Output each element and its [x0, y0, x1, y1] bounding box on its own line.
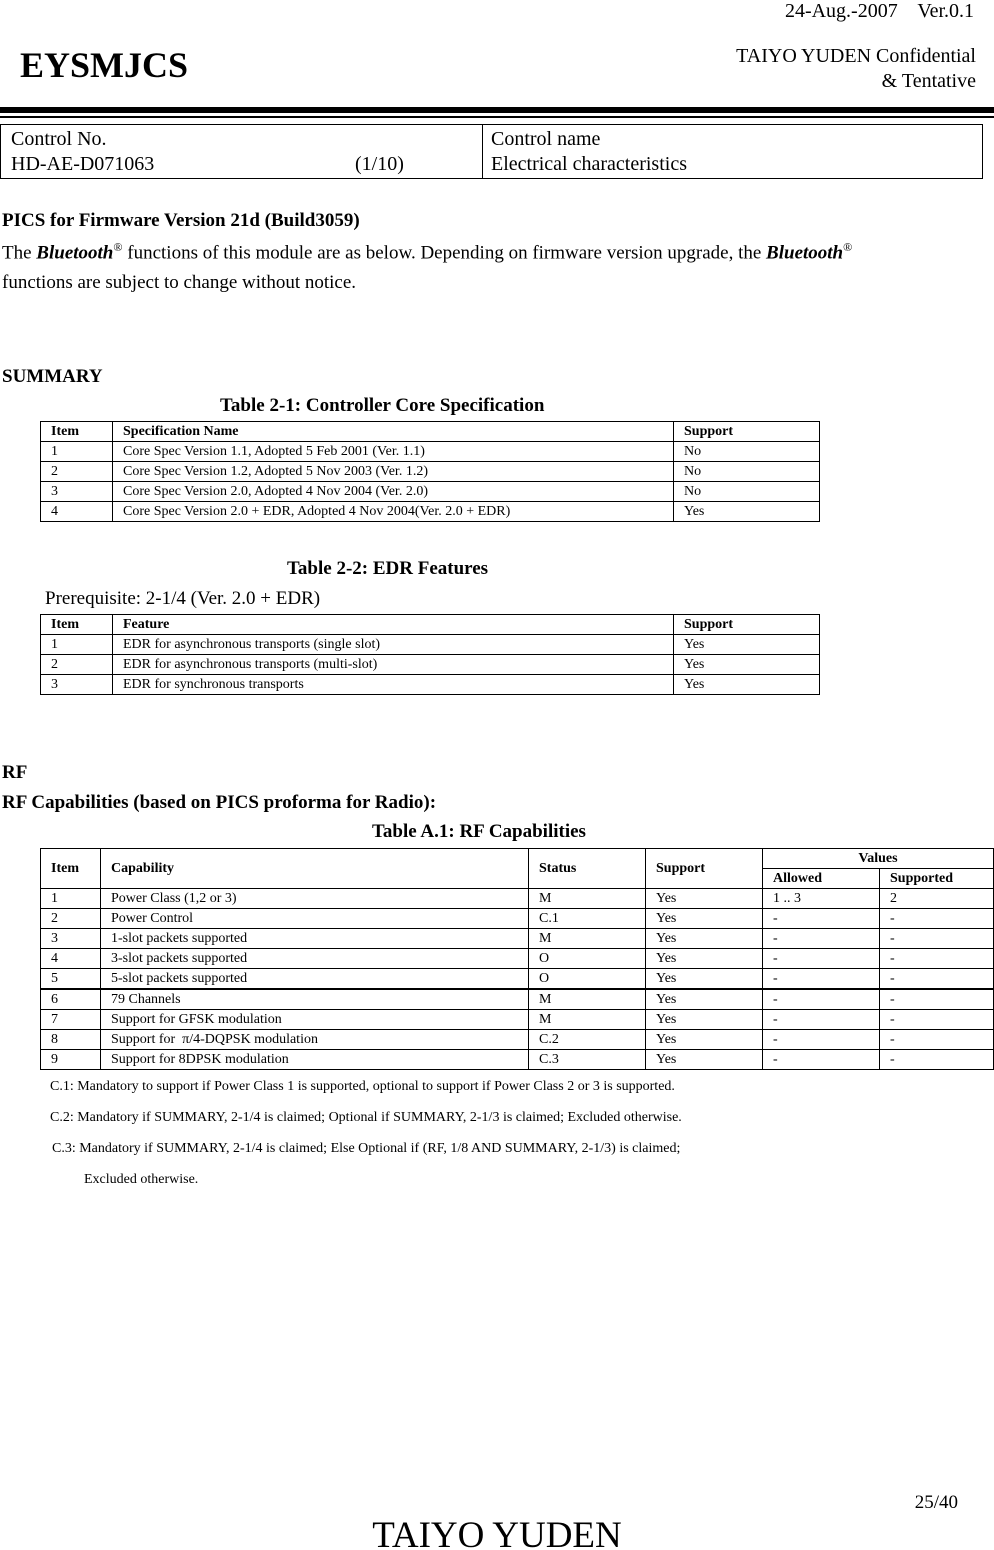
- cell: No: [674, 482, 820, 502]
- cell: Support for 8DPSK modulation: [101, 1050, 529, 1070]
- page-number: 25/40: [914, 1492, 958, 1513]
- cell: 4: [41, 502, 113, 522]
- control-no-value: HD-AE-D071063: [11, 153, 155, 175]
- cell: Support for GFSK modulation: [101, 1010, 529, 1030]
- note-c2: C.2: Mandatory if SUMMARY, 2-1/4 is claimed; Optional if SUMMARY, 2-1/3 is claimed; Excluded otherwise.: [50, 1110, 682, 1125]
- header-rule-thin: [0, 116, 994, 118]
- cell: -: [763, 949, 880, 969]
- cell: 2: [41, 655, 113, 675]
- cell: 8: [41, 1030, 101, 1050]
- brand-name: Bluetooth: [766, 242, 844, 264]
- intro-paragraph: [2, 240, 992, 264]
- cell: EDR for asynchronous transports (single slot): [113, 635, 674, 655]
- cell: -: [763, 909, 880, 929]
- header-rule: [0, 107, 994, 113]
- table-row: [41, 929, 994, 949]
- cell: Yes: [646, 949, 763, 969]
- cell: 4: [41, 949, 101, 969]
- table-row: [41, 635, 820, 655]
- cell: -: [763, 1030, 880, 1050]
- prerequisite: Prerequisite: 2-1/4 (Ver. 2.0 + EDR): [45, 588, 321, 609]
- core-spec-table: [40, 421, 820, 522]
- table-row: [41, 675, 820, 695]
- rf-capabilities-table: [40, 848, 994, 1070]
- col-header: Supported: [880, 869, 994, 889]
- confidential-line2: & Tentative: [881, 70, 976, 92]
- cell: Power Class (1,2 or 3): [101, 889, 529, 909]
- cell: 3: [41, 675, 113, 695]
- cell: -: [880, 909, 994, 929]
- cell: Yes: [646, 969, 763, 990]
- cell: Yes: [646, 989, 763, 1010]
- cell: C.3: [529, 1050, 646, 1070]
- confidential-line1: TAIYO YUDEN Confidential: [736, 45, 976, 67]
- cell: -: [763, 989, 880, 1010]
- note-c3: C.3: Mandatory if SUMMARY, 2-1/4 is claimed; Else Optional if (RF, 1/8 AND SUMMARY, 2-1/3) is claimed;: [52, 1141, 681, 1156]
- cell: Yes: [646, 1030, 763, 1050]
- cell: Yes: [646, 1050, 763, 1070]
- cell: 2: [41, 462, 113, 482]
- col-header: Item: [41, 615, 113, 635]
- cell: M: [529, 929, 646, 949]
- cell: M: [529, 1010, 646, 1030]
- cell: Yes: [674, 635, 820, 655]
- cell: Core Spec Version 1.1, Adopted 5 Feb 2001 (Ver. 1.1): [113, 442, 674, 462]
- pics-heading: PICS for Firmware Version 21d (Build3059): [2, 210, 360, 231]
- col-header: Capability: [101, 849, 529, 889]
- cell: Yes: [674, 655, 820, 675]
- cell: C.2: [529, 1030, 646, 1050]
- cell: 7: [41, 1010, 101, 1030]
- cell: Support for π/4-DQPSK modulation: [101, 1030, 529, 1050]
- control-box: [0, 124, 983, 179]
- registered-mark: ®: [113, 240, 123, 254]
- col-header: Allowed: [763, 869, 880, 889]
- cell: 5-slot packets supported: [101, 969, 529, 990]
- col-header: Specification Name: [113, 422, 674, 442]
- cell: -: [763, 1050, 880, 1070]
- table-row: [41, 462, 820, 482]
- cell: Core Spec Version 1.2, Adopted 5 Nov 2003 (Ver. 1.2): [113, 462, 674, 482]
- cell: O: [529, 969, 646, 990]
- note-c3-cont: Excluded otherwise.: [84, 1172, 199, 1187]
- cell: -: [880, 1050, 994, 1070]
- cell: EDR for asynchronous transports (multi-slot): [113, 655, 674, 675]
- col-header: Feature: [113, 615, 674, 635]
- note-c1: C.1: Mandatory to support if Power Class 1 is supported, optional to support if Power Class 2 or 3 is supported.: [50, 1079, 675, 1094]
- cell: -: [763, 969, 880, 990]
- cell: 1: [41, 442, 113, 462]
- cell: EDR for synchronous transports: [113, 675, 674, 695]
- cell: No: [674, 462, 820, 482]
- rf-table-title: Table A.1: RF Capabilities: [372, 821, 586, 842]
- cell: 2: [880, 889, 994, 909]
- table-row: [41, 909, 994, 929]
- intro-text: functions of this module are as below. Depending on firmware version upgrade, the: [122, 242, 767, 264]
- cell: 6: [41, 989, 101, 1010]
- cell: M: [529, 989, 646, 1010]
- doc-code: EYSMJCS: [20, 45, 189, 85]
- cell: Yes: [674, 502, 820, 522]
- col-header: Status: [529, 849, 646, 889]
- cell: Yes: [646, 929, 763, 949]
- col-header: Support: [646, 849, 763, 889]
- table-row: [41, 442, 820, 462]
- cell: 79 Channels: [101, 989, 529, 1010]
- footer-company: TAIYO YUDEN: [372, 1515, 622, 1550]
- table-row: [41, 1010, 994, 1030]
- cell: C.1: [529, 909, 646, 929]
- edr-features-table: [40, 614, 820, 695]
- cell: -: [880, 969, 994, 990]
- col-header: Item: [41, 422, 113, 442]
- cell: 1: [41, 889, 101, 909]
- cell: 3-slot packets supported: [101, 949, 529, 969]
- table-row: [41, 889, 994, 909]
- page-fraction: (1/10): [355, 153, 404, 175]
- rf-heading: RF: [2, 762, 28, 783]
- cell: Core Spec Version 2.0 + EDR, Adopted 4 Nov 2004(Ver. 2.0 + EDR): [113, 502, 674, 522]
- table-row: [41, 969, 994, 990]
- table-row: [41, 989, 994, 1010]
- cell: Yes: [646, 909, 763, 929]
- intro-line2: functions are subject to change without notice.: [2, 272, 357, 293]
- table-row: [41, 482, 820, 502]
- cell: 1: [41, 635, 113, 655]
- col-header-group: Values: [763, 849, 994, 869]
- cell: 1-slot packets supported: [101, 929, 529, 949]
- brand-name: Bluetooth: [36, 242, 114, 264]
- col-header: Support: [674, 615, 820, 635]
- cell: -: [880, 929, 994, 949]
- control-name-value: Electrical characteristics: [491, 153, 687, 175]
- cell: -: [880, 989, 994, 1010]
- table-row: [41, 949, 994, 969]
- table-row: [41, 1050, 994, 1070]
- rf-subheading: RF Capabilities (based on PICS proforma for Radio):: [2, 792, 437, 813]
- table1-title: Table 2-1: Controller Core Specification: [220, 395, 545, 416]
- cell: 1 .. 3: [763, 889, 880, 909]
- table-row: [41, 655, 820, 675]
- cell: O: [529, 949, 646, 969]
- intro-text: The: [2, 242, 37, 264]
- cell: 9: [41, 1050, 101, 1070]
- control-name-label: Control name: [491, 128, 601, 150]
- table-row: [41, 502, 820, 522]
- cell: -: [763, 929, 880, 949]
- summary-heading: SUMMARY: [2, 366, 103, 387]
- table2-title: Table 2-2: EDR Features: [287, 558, 489, 579]
- cell: -: [880, 1010, 994, 1030]
- cell: Yes: [646, 889, 763, 909]
- cell: No: [674, 442, 820, 462]
- cell: -: [880, 1030, 994, 1050]
- table-row: [41, 1030, 994, 1050]
- cell: 5: [41, 969, 101, 990]
- col-header: Support: [674, 422, 820, 442]
- cell: -: [763, 1010, 880, 1030]
- cell: Yes: [646, 1010, 763, 1030]
- cell: 3: [41, 929, 101, 949]
- registered-mark: ®: [843, 240, 853, 254]
- cell: Power Control: [101, 909, 529, 929]
- cell: -: [880, 949, 994, 969]
- cell: M: [529, 889, 646, 909]
- control-no-label: Control No.: [11, 128, 107, 150]
- cell: 2: [41, 909, 101, 929]
- col-header: Item: [41, 849, 101, 889]
- cell: Yes: [674, 675, 820, 695]
- cell: 3: [41, 482, 113, 502]
- date-version: 24-Aug.-2007 Ver.0.1: [784, 0, 974, 22]
- cell: Core Spec Version 2.0, Adopted 4 Nov 2004 (Ver. 2.0): [113, 482, 674, 502]
